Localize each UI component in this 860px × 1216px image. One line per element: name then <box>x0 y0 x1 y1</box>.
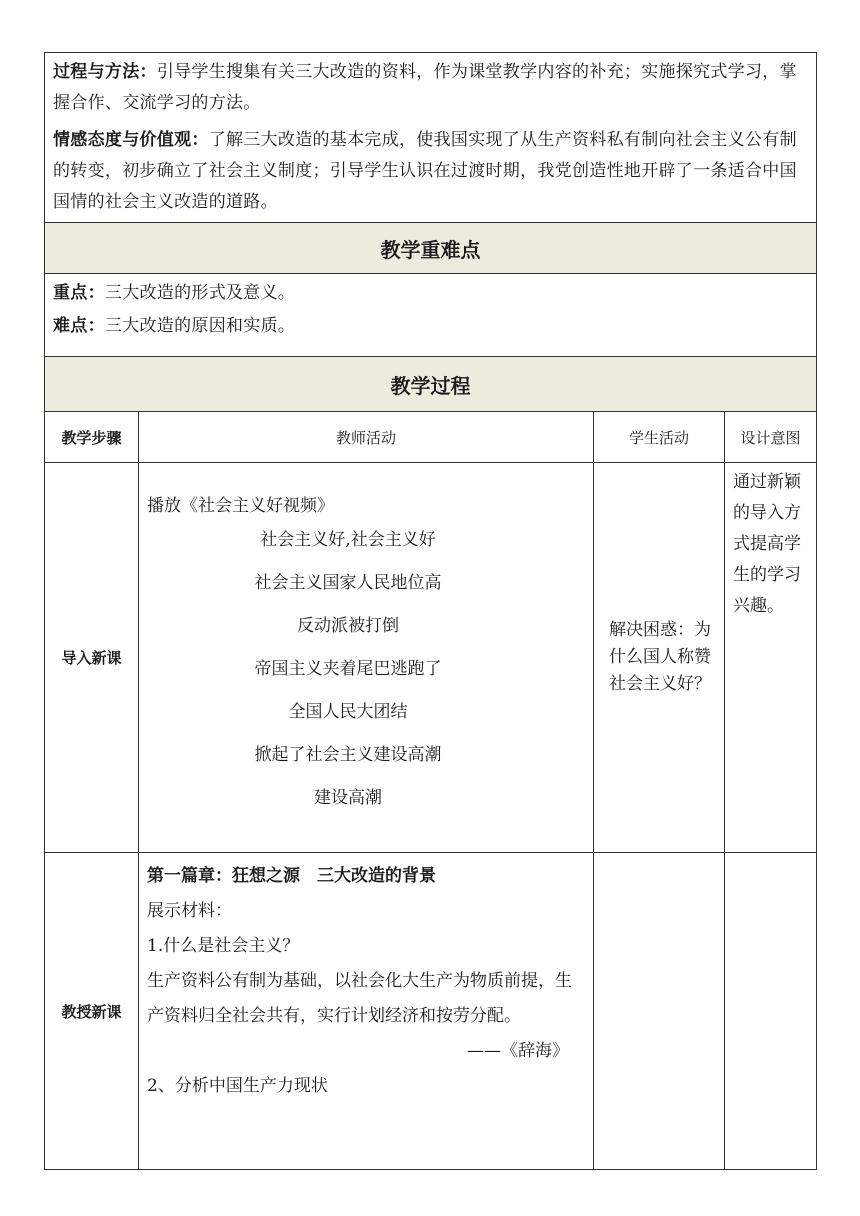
step-cell: 教授新课 <box>45 853 139 1170</box>
source-citation: ——《辞海》 <box>467 1041 569 1061</box>
material-line: 2、分析中国生产力现状 <box>147 1076 328 1096</box>
difficulty-line: 难点：三大改造的原因和实质。 <box>53 316 296 336</box>
focus-line: 重点：三大改造的形式及意义。 <box>53 283 296 303</box>
process-header-row <box>45 357 817 412</box>
column-header-row <box>45 412 817 463</box>
song-line: 掀起了社会主义建设高潮 <box>254 745 442 765</box>
key-points-header-row <box>45 223 817 274</box>
song-line: 社会主义好,社会主义好 <box>260 530 436 550</box>
table-row <box>45 463 817 853</box>
material-line: 展示材料： <box>147 901 232 921</box>
process-title: 教学过程 <box>45 357 817 412</box>
student-activity-cell <box>594 853 725 1170</box>
teacher-activity-cell <box>139 463 594 853</box>
col-step-header: 教学步骤 <box>45 412 139 463</box>
material-line: 生产资料公有制为基础，以社会化大生产为物质前提，生产资料归全社会共有，实行计划经济和按劳分配。 <box>147 971 572 1026</box>
song-line: 建设高潮 <box>314 788 382 808</box>
material-line: 1.什么是社会主义？ <box>147 936 300 956</box>
objectives-row <box>45 53 817 223</box>
design-intent-cell: 通过新颖的导入方式提高学生的学习兴趣。 <box>725 463 817 853</box>
col-teacher-header: 教师活动 <box>139 412 594 463</box>
song-lyrics <box>147 519 585 820</box>
design-intent-cell <box>725 853 817 1170</box>
process-method-paragraph: 过程与方法：引导学生搜集有关三大改造的资料，作为课堂教学内容的补充；实施探究式学习，掌握合作、交流学习的方法。 <box>53 62 797 113</box>
key-points-title: 教学重难点 <box>45 223 817 274</box>
teacher-activity-cell <box>139 853 594 1170</box>
chapter-heading: 第一篇章：狂想之源 三大改造的背景 <box>147 866 436 886</box>
table-row <box>45 853 817 1170</box>
key-points-row <box>45 274 817 357</box>
song-line: 反动派被打倒 <box>297 616 399 636</box>
col-design-header: 设计意图 <box>725 412 817 463</box>
lesson-plan-document <box>44 52 816 1170</box>
student-activity-cell: 解决困惑：为什么国人称赞社会主义好？ <box>594 463 725 853</box>
song-line: 全国人民大团结 <box>288 702 408 722</box>
values-paragraph: 情感态度与价值观：了解三大改造的基本完成，使我国实现了从生产资料私有制向社会主义公有制的转变，初步确立了社会主义制度；引导学生认识在过渡时期，我党创造性地开辟了一条适合中国国情的社会主义改造的道路。 <box>53 130 797 212</box>
col-student-header: 学生活动 <box>594 412 725 463</box>
song-line: 社会主义国家人民地位高 <box>254 573 442 593</box>
song-line: 帝国主义夹着尾巴逃跑了 <box>254 659 442 679</box>
teacher-intro: 播放《社会主义好视频》 <box>147 496 334 516</box>
step-cell: 导入新课 <box>45 463 139 853</box>
lesson-plan-table <box>44 52 817 1170</box>
